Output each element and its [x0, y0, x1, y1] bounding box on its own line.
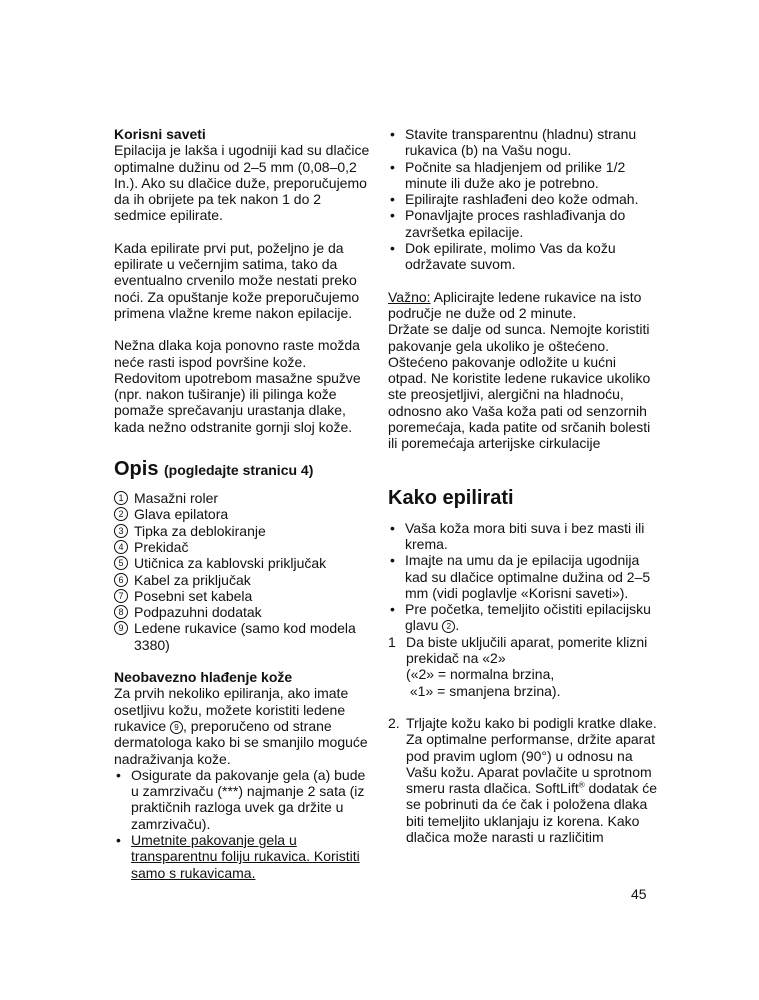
page-number: 45 [631, 886, 647, 902]
circled-number: 4 [114, 540, 128, 554]
list-item: • Pre početka, temeljito očistiti epilacijsku glavu 2 . [388, 601, 658, 634]
parts-list [114, 490, 376, 653]
circled-number: 3 [114, 524, 128, 538]
tips-paragraph-3: Nežna dlaka koja ponovno raste možda neće rasti ispod površine kože. Redovitom upotrebom masažne spužve (npr. nakon tuširanje) ili pilinga kože pomaže sprečavanju urastanja dlake, kada nežno odstranite gornji sloj kože. [114, 337, 361, 435]
circled-number: 1 [114, 491, 128, 505]
part-label: Tipka za deblokiranje [134, 522, 266, 539]
list-item: • Stavite transparentnu (hladnu) stranu rukavica (b) na Vašu nogu. [388, 126, 658, 159]
part-label: Glava epilatora [134, 506, 229, 523]
circled-number: 8 [114, 605, 128, 619]
right-column [388, 126, 658, 845]
list-item [114, 506, 376, 522]
cooling-heading: Neobavezno hlađenje kože [114, 669, 293, 686]
list-item: • Osigurate da pakovanje gela (a) bude u zamrzivaču (***) najmanje 2 sata (iz praktičnih razloga uvek ga držite u zamrzivaču). [114, 767, 376, 832]
how-steps [388, 634, 658, 846]
how-bullets [388, 520, 658, 634]
tips-paragraph-1: Epilacija je lakša i ugodniji kad su dlačice optimalne dužinu od 2–5 mm (0,08–0,2 In.). Ako su dlačice duže, preporučujemo da ih obrijete pa tek nakon 1 do 2 sedmice epilirate. [114, 142, 370, 224]
underlined-text: Umetnite pakovanje gela u transparentnu foliju rukavica. Koristiti samo s rukavicama. [131, 831, 360, 881]
opis-heading [114, 457, 376, 482]
step-number: 2. [388, 714, 400, 731]
circled-number: 9 [170, 721, 183, 734]
tips-heading: Korisni saveti [114, 126, 206, 142]
list-item: • Ponavljajte proces rashlađivanja do završetka epilacije. [388, 207, 658, 240]
list-item [114, 539, 376, 555]
circled-number: 6 [114, 573, 128, 587]
cooling-bullets [114, 767, 376, 881]
list-item: • Epilirajte rashlađeni deo kože odmah. [388, 191, 658, 207]
cooling-steps [388, 126, 658, 273]
part-label: Masažni roler [134, 490, 219, 507]
list-item [114, 832, 376, 881]
left-column [114, 126, 376, 881]
circled-number: 2 [114, 507, 128, 521]
part-label: Ledene rukavice (samo kod modela 3380) [134, 620, 356, 653]
list-item [114, 555, 376, 571]
circled-number: 5 [114, 556, 128, 570]
step-number: 1 [388, 633, 396, 650]
list-item: • Dok epilirate, molimo Vas da kožu održavate suvom. [388, 240, 658, 273]
list-item: • Počnite sa hladjenjem od prilike 1/2 minute ili duže ako je potrebno. [388, 159, 658, 192]
part-label: Prekidač [134, 538, 189, 555]
part-label: Posebni set kabela [134, 587, 253, 604]
step-item: 1 Da biste uključili aparat, pomerite klizni prekidač na «2» («2» = normalna brzina, «1» = smanjena brzina). [388, 633, 648, 699]
important-note-details: Držate se dalje od sunca. Nemojte koristiti pakovanje gela ukoliko je oštećeno. Oštećeno pakovanje odložite u kućni otpad. Ne koristite ledene rukavice ukoliko ste preosjetljivi, alergični na hladnoću, odnosno ako Vaša koža pati od senzornih poremećaja, kada patite od srčanih bolesti ili poremećaja arterijske cirkulacije [388, 321, 651, 452]
list-item [114, 490, 376, 506]
how-heading: Kako epilirati [388, 486, 514, 509]
list-item [114, 620, 376, 653]
list-item [114, 604, 376, 620]
tips-paragraph-2: Kada epilirate prvi put, poželjno je da epilirate u večernjim satima, tako da eventualno crvenilo može nestati preko noći. Za opuštanje kože preporučujemo primena vlažne kreme nakon epilacije. [114, 239, 360, 321]
list-item: • Imajte na umu da je epilacija ugodnija kad su dlačice optimalne dužina od 2–5 mm (vidi poglavlje «Korisni saveti»). [388, 552, 658, 601]
opis-title: Opis [114, 458, 159, 481]
circled-number: 2 [442, 620, 455, 633]
important-label: Važno: [388, 288, 431, 305]
list-item: • Vaša koža mora biti suva i bez masti ili krema. [388, 520, 658, 553]
cooling-intro: Za prvih nekoliko epiliranja, ako imate osetljivu kožu, možete koristiti ledene rukavice 9 , preporučeno od strane dermatologa kako bi se smanjilo moguće nadraživanja kože. [114, 685, 368, 767]
circled-number: 9 [114, 621, 128, 635]
list-item [114, 572, 376, 588]
part-label: Kabel za priključak [134, 571, 251, 588]
opis-subtitle: (pogledajte stranicu 4) [164, 462, 314, 479]
important-note: Važno: Aplicirajte ledene rukavice na isto područje ne duže od 2 minute. [388, 288, 642, 321]
circled-number: 7 [114, 589, 128, 603]
step-item: 2. Trljajte kožu kako bi podigli kratke dlake. Za optimalne performanse, držite aparat pod pravim uglom (90°) u odnosu na Vašu kožu. Aparat povlačite u sprotnom smeru rasta dlačica. SoftLift® dodatak će se pobrinuti da će čak i položena dlaka biti temeljito uklanjaju iz korena. Kako dlačica može narasti u različitim [388, 714, 658, 845]
list-item [114, 523, 376, 539]
part-label: Podpazuhni dodatak [134, 604, 262, 621]
list-item [114, 588, 376, 604]
part-label: Utičnica za kablovski priključak [134, 555, 327, 572]
